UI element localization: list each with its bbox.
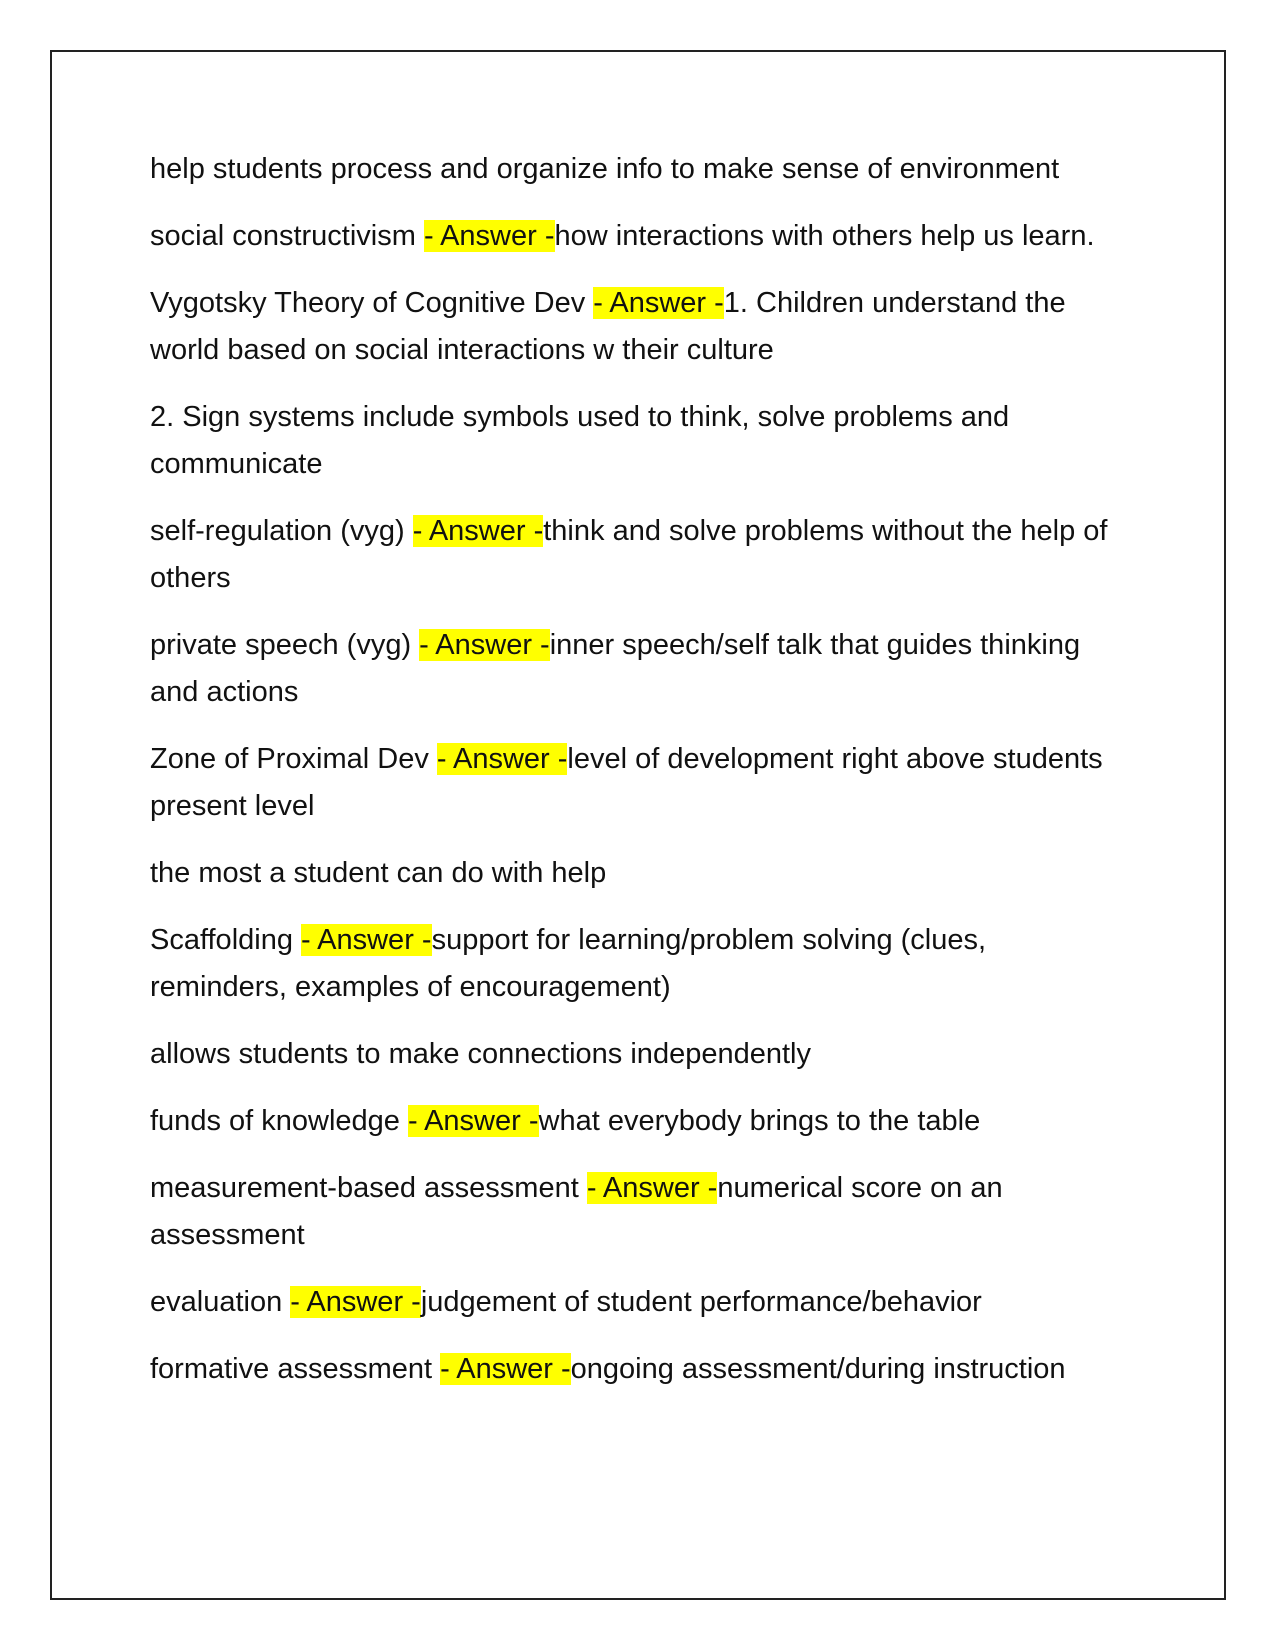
answer-text: what everybody brings to the table	[538, 1105, 981, 1137]
term-text: social constructivism	[150, 220, 424, 252]
answer-marker: - Answer -	[586, 1172, 718, 1204]
paragraph	[150, 394, 1125, 488]
answer-text: how interactions with others help us learn.	[554, 220, 1095, 252]
answer-text: ongoing assessment/during instruction	[570, 1353, 1066, 1385]
answer-text: the most a student can do with help	[150, 857, 607, 889]
paragraph	[150, 1031, 1125, 1078]
answer-marker: - Answer -	[412, 515, 544, 547]
answer-text: allows students to make connections independently	[150, 1038, 811, 1070]
paragraph	[150, 917, 1125, 1011]
paragraph	[150, 508, 1125, 602]
term-text: formative assessment	[150, 1353, 441, 1385]
paragraph	[150, 850, 1125, 897]
paragraph	[150, 1165, 1125, 1259]
answer-marker: - Answer -	[436, 743, 568, 775]
paragraph	[150, 736, 1125, 830]
answer-text: level of development right above students present level	[150, 743, 1103, 822]
term-text: self-regulation (vyg)	[150, 515, 413, 547]
paragraph	[150, 1346, 1125, 1393]
term-text: evaluation	[150, 1286, 291, 1318]
answer-text: numerical score on an assessment	[150, 1172, 1003, 1251]
answer-text: support for learning/problem solving (clues, reminders, examples of encouragement)	[150, 924, 987, 1003]
answer-marker: - Answer -	[440, 1353, 571, 1385]
paragraph	[150, 1279, 1125, 1326]
term-text: Scaffolding	[150, 924, 302, 956]
paragraph	[150, 213, 1125, 260]
term-text: Zone of Proximal Dev	[150, 743, 437, 775]
answer-text: judgement of student performance/behavior	[420, 1286, 982, 1318]
term-text: funds of knowledge	[150, 1105, 408, 1137]
answer-text: inner speech/self talk that guides thinking and actions	[150, 629, 1081, 708]
answer-marker: - Answer -	[290, 1286, 421, 1318]
answer-marker: - Answer -	[423, 220, 555, 252]
answer-marker: - Answer -	[419, 629, 550, 661]
answer-text: help students process and organize info to make sense of environment	[150, 153, 1060, 185]
answer-marker: - Answer -	[593, 287, 724, 319]
answer-text: 1. Children understand the world based on social interactions w their culture	[150, 287, 1066, 366]
term-text: Vygotsky Theory of Cognitive Dev	[150, 287, 594, 319]
answer-text: 2. Sign systems include symbols used to think, solve problems and communicate	[150, 401, 1010, 480]
answer-marker: - Answer -	[407, 1105, 539, 1137]
document-body	[150, 146, 1125, 1413]
answer-marker: - Answer -	[301, 924, 432, 956]
paragraph	[150, 622, 1125, 716]
answer-text: think and solve problems without the help of others	[150, 515, 1108, 594]
term-text: measurement-based assessment	[150, 1172, 587, 1204]
term-text: private speech (vyg)	[150, 629, 420, 661]
paragraph	[150, 280, 1125, 374]
paragraph	[150, 1098, 1125, 1145]
paragraph	[150, 146, 1125, 193]
